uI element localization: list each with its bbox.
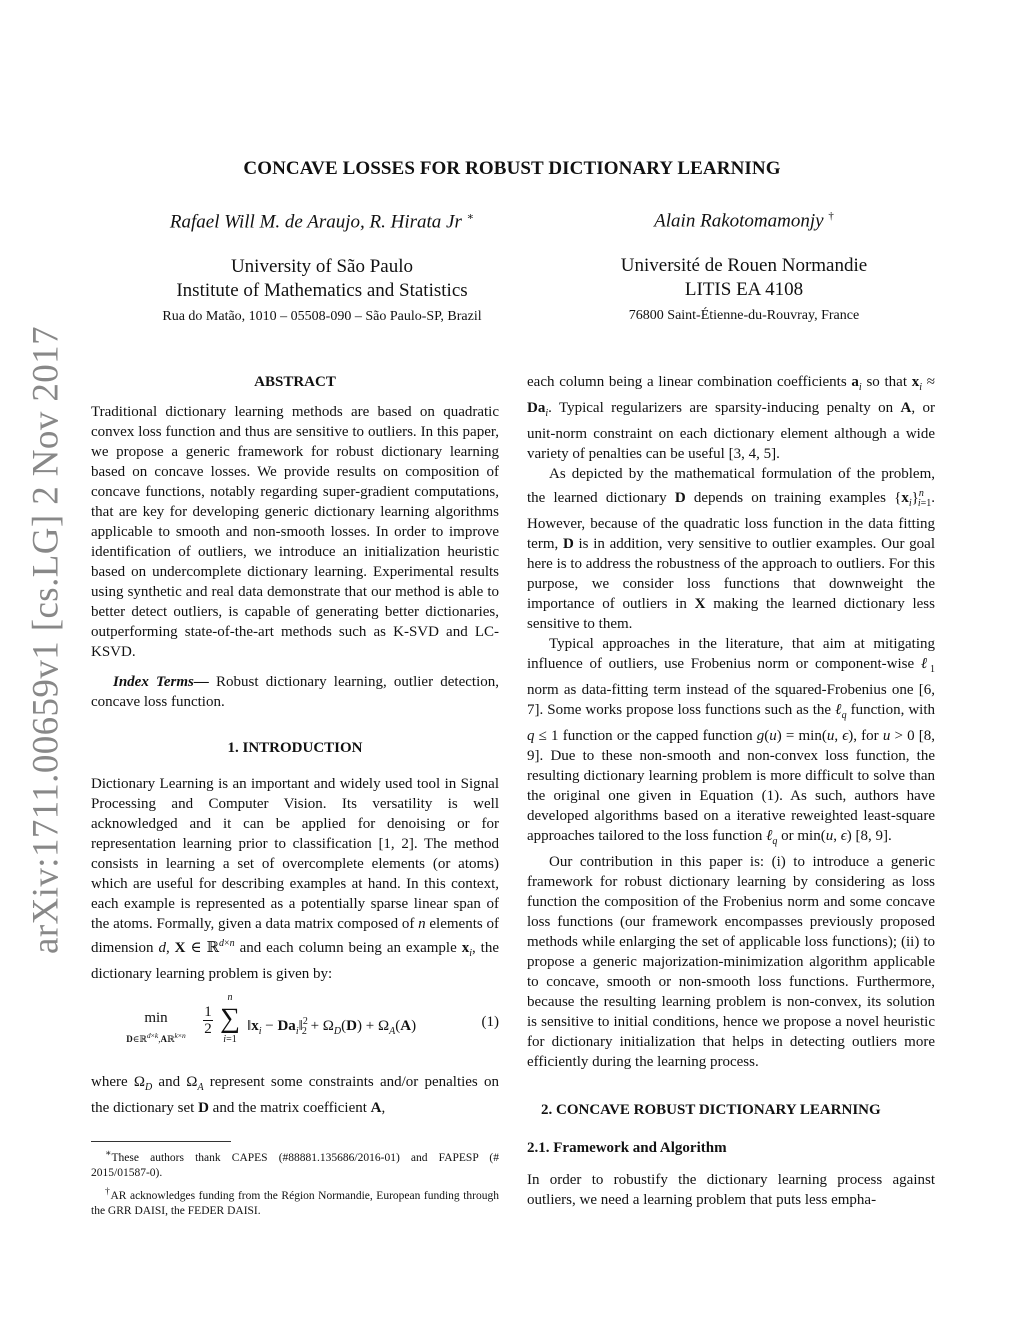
right-column xyxy=(527,372,935,1210)
equation-number: (1) xyxy=(481,1014,499,1030)
left-column xyxy=(91,372,499,1118)
intro-paragraph-2: where $\Omega_D$ and $\Omega_A$ represent some constraints and/or penalties on the dictionary set D and the matrix coefficient A, xyxy=(91,1074,499,1116)
footnote-1: ∗These authors thank CAPES (#88881.135686/2016-01) and FAPESP (# 2015/01587-0). xyxy=(91,1148,499,1179)
section-2-heading: 2. CONCAVE ROBUST DICTIONARY LEARNING xyxy=(541,1102,881,1118)
index-terms-text: Robust dictionary learning, outlier detection, concave loss function. xyxy=(91,674,499,710)
paper-title: CONCAVE LOSSES FOR ROBUST DICTIONARY LEARNING xyxy=(243,158,781,179)
subsection-2-1-heading: 2.1. Framework and Algorithm xyxy=(527,1140,727,1156)
equation-1: min D∈ℝ$^{d\times k}$,Aℝ$^{k\times n}$ 1 2 n ∑ i=1 $‖x_i$ − $Da_i‖^2_2 + \Omega_D(D) + \Omega_A(A)$ (1) xyxy=(126,992,499,1045)
address-right: 76800 Saint-Étienne-du-Rouvray, France xyxy=(628,308,860,324)
affiliation-left-2: Institute of Mathematics and Statistics xyxy=(176,280,468,302)
footnote-2: †AR acknowledges funding from the Région Normandie, European funding through the GRR DAISI, the FEDER DAISI. xyxy=(91,1185,499,1217)
intro-heading: 1. INTRODUCTION xyxy=(227,740,363,756)
abstract-text: Traditional dictionary learning methods are based on quadratic convex loss function and thus are sensitive to outliers. In this paper, we propose a generic framework for robust dictionary learning based on concave losses. We provide results on composition of concave functions, notably regarding super-gradient computations, that are key for developing generic dictionary learning algorithms applicable to smooth and non-smooth losses. In order to improve identification of outliers, we introduce an initialization heuristic based on undercomplete dictionary learning. Experimental results using synthetic and real data demonstrate that our method is able to better detect outliers, is capable of generating better dictionaries, outperforming state-of-the-art methods such as K-SVD and LC-KSVD. xyxy=(91,404,499,660)
affiliation-right-1: Université de Rouen Normandie xyxy=(620,255,868,277)
right-paragraph-5: In order to robustify the dictionary learning process against outliers, we need a learning problem that puts less empha- xyxy=(527,1172,935,1208)
right-paragraph-3: Typical approaches in the literature, that aim at mitigating influence of outliers, use Frobenius norm or component-wise ℓ$_1$ norm as data-fitting term instead of the squared-Frobenius one [6, 7]. Some works propose loss functions such as the ℓ$_q$ function, with q ≤ 1 function or the capped function g(u) = min(u, ϵ), for u > 0 [8, 9]. Due to these non-smooth and non-convex loss function, the resulting dictionary learning problem is more difficult to solve than the original one given in Equation (1). As such, authors have developed algorithms based on a iterative reweighted least-square approaches tailored to the loss function ℓ$_q$ or min(u, ϵ) [8, 9]. xyxy=(527,636,936,847)
author-mark-right: † xyxy=(828,210,834,222)
author-mark-left: ∗ xyxy=(466,211,475,223)
author-names-left-text: Rafael Will M. de Araujo, R. Hirata Jr xyxy=(169,211,462,233)
address-left: Rua do Matão, 1010 – 05508-090 – São Paulo-SP, Brazil xyxy=(162,309,482,325)
abstract-heading: ABSTRACT xyxy=(254,374,336,390)
author-names-left xyxy=(130,210,514,233)
author-block-left xyxy=(130,210,514,325)
footnotes xyxy=(91,1146,499,1219)
intro-paragraph-1: Dictionary Learning is an important and widely used tool in Signal Processing and Computer Vision. Its versatility is well acknowledged and it can be applied for denoising or for representation learning prior to classification [1, 2]. The method consists in learning a set of overcomplete elements (or atoms) which are useful for describing examples at hand. In this context, each example is represented as a potentially sparse linear span of the atoms. Formally, given a data matrix composed of n elements of dimension d, X ∈ ℝ$^{d\times n}$ and each column being an example $x_i$, the dictionary learning problem is given by: xyxy=(91,776,500,982)
author-names-right xyxy=(566,210,922,232)
right-paragraph-1: each column being a linear combination coefficients $a_i$ so that $x_i \approx Da_i$. Typical regularizers are sparsity-inducing penalty on A, or unit-norm constraint on each dictionary element although a wide variety of penalties can be useful [3, 4, 5]. xyxy=(527,374,935,462)
footnote-rule xyxy=(91,1141,231,1142)
index-terms xyxy=(91,672,499,712)
author-names-right-text: Alain Rakotomamonjy xyxy=(654,210,824,232)
right-paragraph-2: As depicted by the mathematical formulation of the problem, the learned dictionary D depends on training examples $\{x_i\}^n_{i=1}$. However, because of the quadratic loss function in the data fitting term, D is in addition, very sensitive to outlier examples. Our goal here is to address the robustness of the approach to outliers. For this purpose, we consider loss functions that downweight the importance of outliers in X making the learned dictionary less sensitive to them. xyxy=(527,466,935,632)
affiliation-right-2: LITIS EA 4108 xyxy=(684,279,804,301)
right-paragraph-4: Our contribution in this paper is: (i) to introduce a generic framework for robust dictionary learning by considering as loss function the composition of the Frobenius norm and some concave loss functions (our framework encompasses previously proposed methods while enlarging the set of applicable loss functions); (ii) to propose a generic majorization-minimization algorithm applicable to concave, smooth or non-smooth loss functions. Furthermore, because the resulting learning problem is non-convex, its solution is sensitive to initial conditions, hence we propose a novel heuristic for dictionary initialization that helps in detecting outliers more efficiently during the learning process. xyxy=(527,854,935,1070)
arxiv-id: arXiv:1711.00659v1 [cs.LG] 2 Nov 2017 xyxy=(25,326,67,954)
index-terms-label: Index Terms— xyxy=(113,674,209,690)
affiliation-left-1: University of São Paulo xyxy=(230,256,414,278)
author-block-right xyxy=(566,210,922,324)
